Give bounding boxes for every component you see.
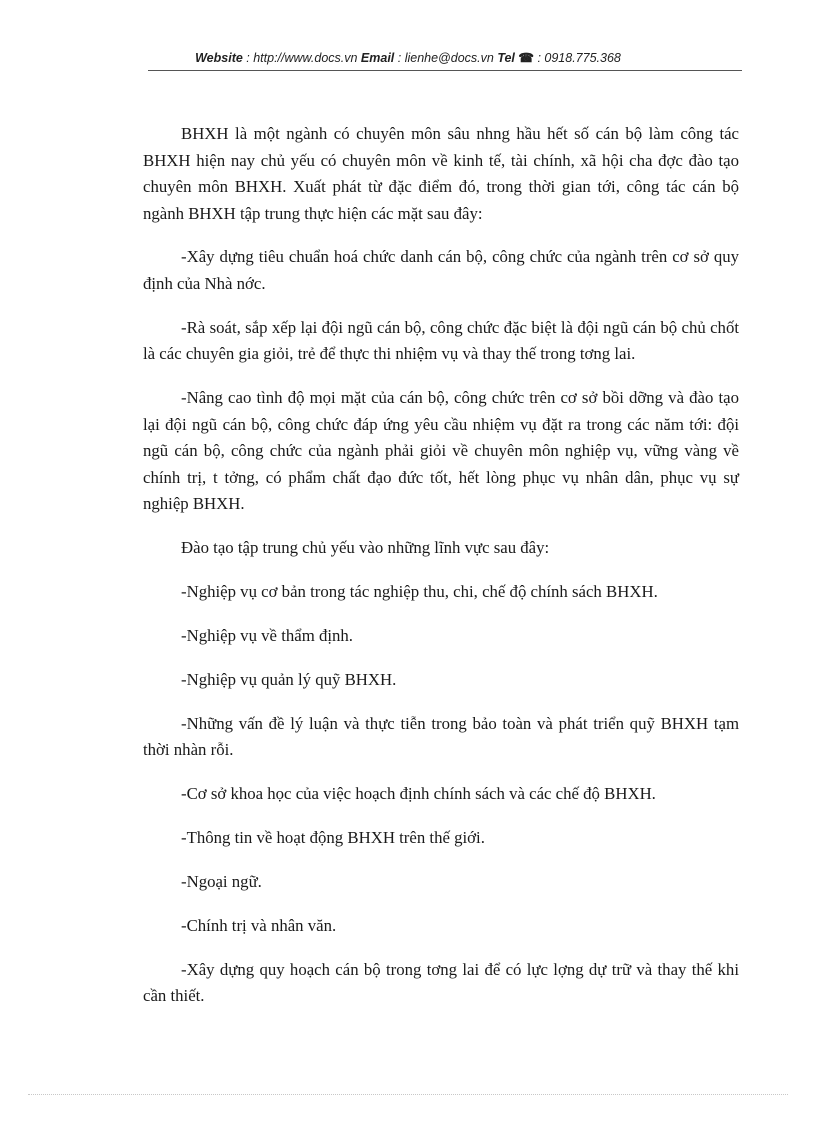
paragraph-training-intro: Đào tạo tập trung chủ yếu vào những lĩnh vực sau đây: (181, 538, 550, 558)
paragraph-review: -Rà soát, sắp xếp lại đội ngũ cán bộ, công chức đặc biệt là đội ngũ cán bộ chủ chốt là các chuyên gia giỏi, trẻ để thực thi nhiệm vụ và thay thế trong tơng lai. (143, 317, 739, 364)
list-item: -Nghiệp vụ quản lý quỹ BHXH. (181, 669, 397, 689)
list-item: -Chính trị và nhân văn. (181, 915, 337, 935)
list-item: -Cơ sở khoa học của việc hoạch định chính sách và các chế độ BHXH. (181, 784, 656, 804)
email-label: Email (360, 51, 395, 65)
list-item: -Những vấn đề lý luận và thực tiễn trong bảo toàn và phát triển quỹ BHXH tạm thời nhàn rỗi. (143, 713, 739, 760)
paragraph-improve: -Nâng cao tình độ mọi mặt của cán bộ, công chức trên cơ sở bồi dỡng và đào tạo lại đội ngũ cán bộ, công chức đáp ứng yêu cầu nhiệm vụ đặt ra trong các năm tới: đội ngũ cán bộ, công chức của ngành phải giỏi về chuyên môn nghiệp vụ, vững vàng về chính trị, t tởng, có phẩm chất đạo đức tốt, hết lòng phục vụ nhân dân, phục vụ sự nghiệp BHXH. (143, 388, 739, 514)
page-header (0, 50, 816, 65)
tel-value: : 0918.775.368 (533, 51, 621, 65)
paragraph-standards: -Xây dựng tiêu chuẩn hoá chức danh cán bộ, công chức của ngành trên cơ sở quy định của Nhà nớc. (143, 247, 739, 293)
paragraph-intro: BHXH là một ngành có chuyên môn sâu nhng hầu hết số cán bộ làm công tác BHXH hiện nay chủ yếu có chuyên môn về kinh tế, tài chính, xã hội cha đợc đào tạo chuyên môn BHXH. Xuất phát từ đặc điểm đó, trong thời gian tới, công tác cán bộ ngành BHXH tập trung thực hiện các mặt sau đây: (143, 124, 739, 223)
email-value: : lienhe@docs.vn (394, 51, 498, 65)
website-value: : http://www.docs.vn (242, 51, 361, 65)
header-divider (148, 70, 742, 71)
website-label: Website (195, 51, 243, 65)
document-body (143, 121, 739, 1010)
list-item: -Ngoại ngữ. (181, 871, 262, 891)
tel-label: Tel (497, 51, 515, 65)
phone-icon: ☎ (518, 51, 534, 65)
list-item: -Nghiệp vụ về thẩm định. (181, 625, 353, 645)
list-item: -Nghiệp vụ cơ bản trong tác nghiệp thu, chi, chế độ chính sách BHXH. (181, 581, 658, 601)
paragraph-planning: -Xây dựng quy hoạch cán bộ trong tơng lai để có lực lợng dự trữ và thay thế khi cần thiết. (143, 959, 739, 1006)
footer-divider (28, 1094, 788, 1095)
list-item: -Thông tin về hoạt động BHXH trên thế giới. (181, 827, 485, 847)
